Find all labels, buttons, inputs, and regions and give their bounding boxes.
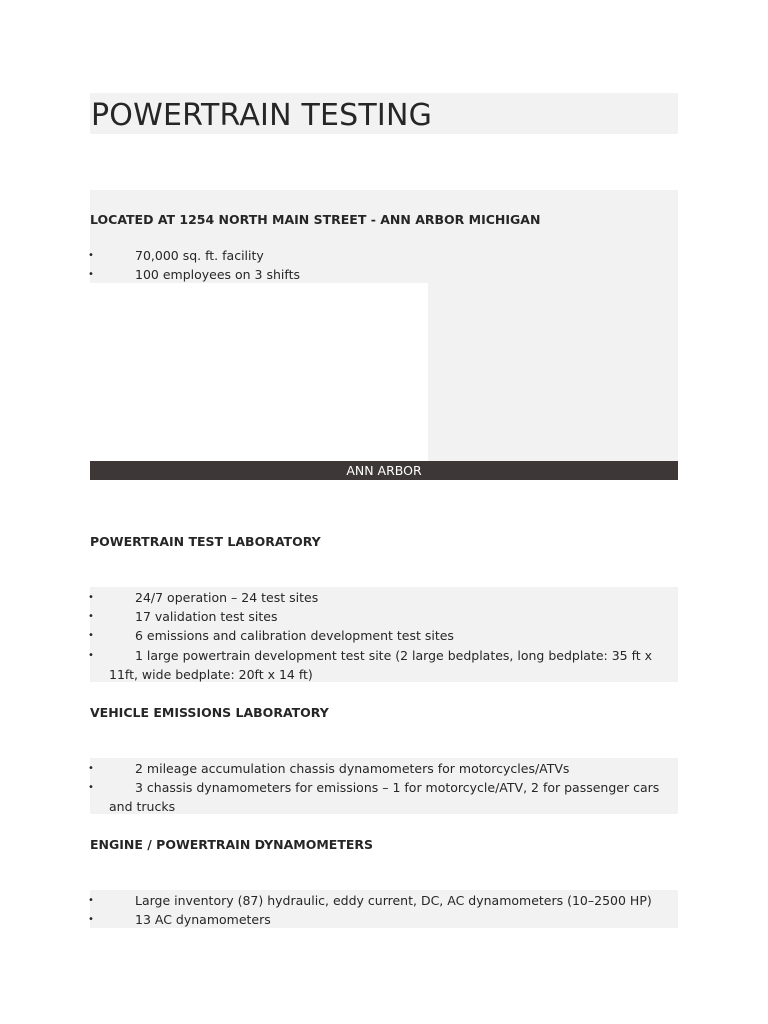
- list-item: [85, 646, 685, 684]
- list-item-text: 70,000 sq. ft. facility: [135, 248, 264, 263]
- list-item-text: 1 large powertrain development test site (2 large bedplates, long bedplate: 35 ft x 11ft, wide bedplate: 20ft x 14 ft): [109, 648, 653, 682]
- facility-image: [90, 283, 428, 461]
- bullet-icon: •: [88, 592, 94, 603]
- list-item-text: 24/7 operation – 24 test sites: [135, 590, 319, 605]
- bullet-icon: •: [88, 269, 94, 280]
- test-lab-heading: POWERTRAIN TEST LABORATORY: [90, 534, 321, 549]
- bullet-icon: •: [88, 630, 94, 641]
- list-item-text: Large inventory (87) hydraulic, eddy current, DC, AC dynamometers (10–2500 HP): [135, 893, 652, 908]
- image-caption: ANN ARBOR: [90, 461, 678, 480]
- bullet-icon: •: [88, 611, 94, 622]
- bullet-icon: •: [88, 895, 94, 906]
- list-item-text: 13 AC dynamometers: [135, 912, 271, 927]
- location-heading: LOCATED AT 1254 NORTH MAIN STREET - ANN ARBOR MICHIGAN: [90, 212, 541, 227]
- list-item-text: 100 employees on 3 shifts: [135, 267, 300, 282]
- bullet-icon: •: [88, 914, 94, 925]
- dyno-heading: ENGINE / POWERTRAIN DYNAMOMETERS: [90, 837, 374, 852]
- list-item: [85, 778, 685, 816]
- list-item-text: 2 mileage accumulation chassis dynamometers for motorcycles/ATVs: [135, 761, 570, 776]
- emissions-heading: VEHICLE EMISSIONS LABORATORY: [90, 705, 329, 720]
- list-item-text: 6 emissions and calibration development test sites: [135, 628, 454, 643]
- list-item-text: 3 chassis dynamometers for emissions – 1 for motorcycle/ATV, 2 for passenger cars and trucks: [109, 780, 660, 814]
- bullet-icon: •: [88, 650, 94, 661]
- bullet-icon: •: [88, 782, 94, 793]
- bullet-icon: •: [88, 763, 94, 774]
- list-item-text: 17 validation test sites: [135, 609, 278, 624]
- bullet-icon: •: [88, 250, 94, 261]
- page-title: POWERTRAIN TESTING: [91, 98, 433, 133]
